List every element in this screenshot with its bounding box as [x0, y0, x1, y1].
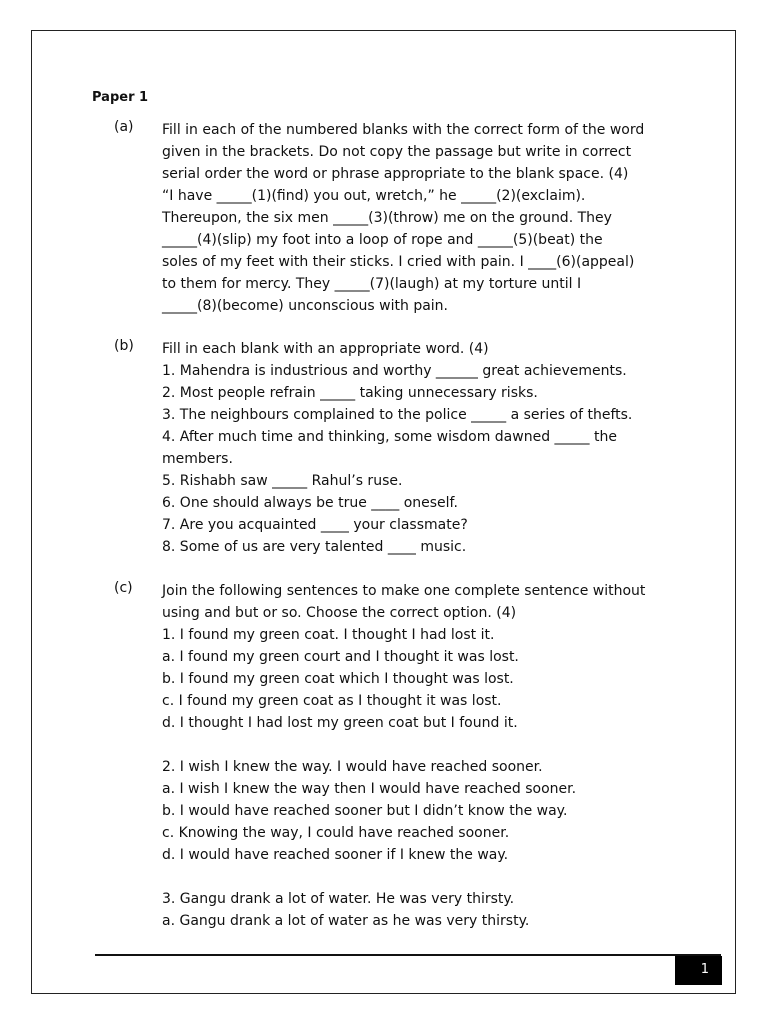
section-line: serial order the word or phrase appropriate to the blank space. (4) — [162, 166, 629, 182]
footer-rule — [95, 954, 721, 956]
section-line: 1. I found my green coat. I thought I had lost it. — [162, 627, 495, 643]
section-line: b. I would have reached sooner but I didn’t know the way. — [162, 803, 568, 819]
section-line: to them for mercy. They _____(7)(laugh) at my torture until I — [162, 276, 582, 292]
section-line: b. I found my green coat which I thought was lost. — [162, 671, 514, 687]
section-spacer — [162, 866, 722, 888]
section-line: members. — [162, 451, 233, 467]
section-line: Fill in each of the numbered blanks with the correct form of the word — [162, 122, 645, 138]
section-line: 2. Most people refrain _____ taking unnecessary risks. — [162, 385, 538, 401]
section-line: 7. Are you acquainted ____ your classmate? — [162, 517, 468, 533]
section-line: using and but or so. Choose the correct option. (4) — [162, 605, 517, 621]
section-line: c. Knowing the way, I could have reached sooner. — [162, 825, 510, 841]
section-label: (a) — [114, 119, 134, 135]
section-label: (c) — [114, 580, 133, 596]
section-body — [162, 119, 722, 317]
section-line: 5. Rishabh saw _____ Rahul’s ruse. — [162, 473, 403, 489]
section-line: _____(8)(become) unconscious with pain. — [162, 298, 448, 314]
section-line: Join the following sentences to make one complete sentence without — [162, 583, 646, 599]
section-line: 4. After much time and thinking, some wisdom dawned _____ the — [162, 429, 617, 445]
page-number-box — [675, 956, 722, 985]
section-line: d. I would have reached sooner if I knew the way. — [162, 847, 509, 863]
section-label: (b) — [114, 338, 134, 354]
section-line: Thereupon, the six men _____(3)(throw) me on the ground. They — [162, 210, 612, 226]
section-line: “I have _____(1)(find) you out, wretch,” he _____(2)(exclaim). — [162, 188, 586, 204]
section-line: a. I wish I knew the way then I would have reached sooner. — [162, 781, 577, 797]
section-line: a. Gangu drank a lot of water as he was very thirsty. — [162, 913, 530, 929]
section-line: 3. Gangu drank a lot of water. He was very thirsty. — [162, 891, 515, 907]
section-line: given in the brackets. Do not copy the passage but write in correct — [162, 144, 632, 160]
section-line: 2. I wish I knew the way. I would have reached sooner. — [162, 759, 543, 775]
section-line: 6. One should always be true ____ oneself. — [162, 495, 458, 511]
page-number: 1 — [700, 962, 709, 977]
section-line: 8. Some of us are very talented ____ music. — [162, 539, 467, 555]
section-line: soles of my feet with their sticks. I cried with pain. I ____(6)(appeal) — [162, 254, 635, 270]
section-line: d. I thought I had lost my green coat but I found it. — [162, 715, 518, 731]
section-line: 1. Mahendra is industrious and worthy ______ great achievements. — [162, 363, 627, 379]
section-line: 3. The neighbours complained to the police _____ a series of thefts. — [162, 407, 633, 423]
section-line: c. I found my green coat as I thought it was lost. — [162, 693, 502, 709]
section-body — [162, 580, 722, 932]
section-line: _____(4)(slip) my foot into a loop of rope and _____(5)(beat) the — [162, 232, 603, 248]
section-spacer — [162, 734, 722, 756]
paper-title: Paper 1 — [92, 90, 149, 105]
section-line: a. I found my green court and I thought it was lost. — [162, 649, 519, 665]
section-line: Fill in each blank with an appropriate word. (4) — [162, 341, 489, 357]
section-body — [162, 338, 722, 558]
